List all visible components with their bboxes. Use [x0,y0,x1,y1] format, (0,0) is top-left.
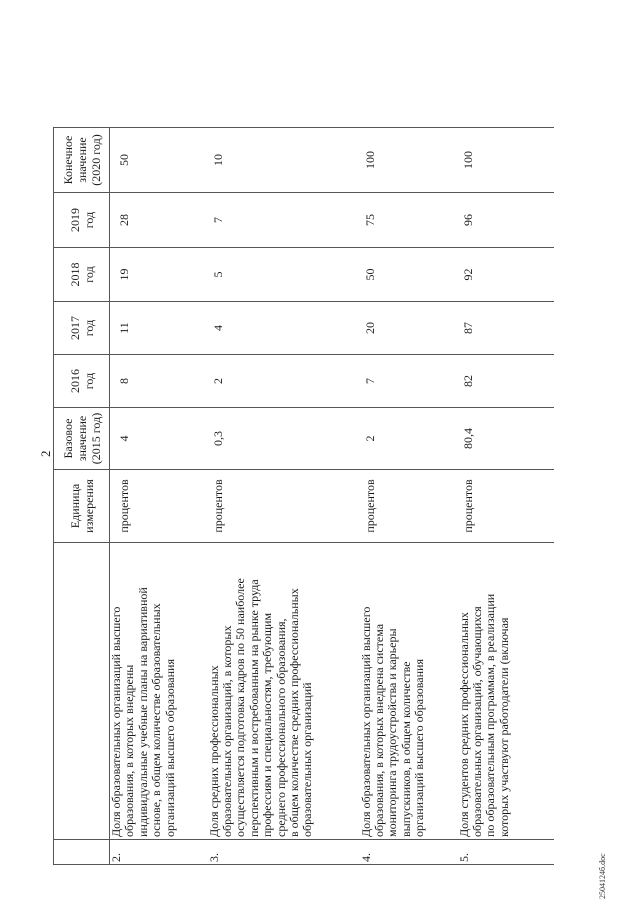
row-value-2018: 50 [360,248,458,302]
row-final-value: 100 [360,128,458,193]
row-base-value: 0,3 [208,408,360,470]
row-value-2019: 28 [110,193,208,248]
row-indicator-description [208,543,360,840]
row-value-2018: 5 [208,248,360,302]
table-row [458,128,554,865]
row-final-value: 100 [458,128,554,193]
row-value-2016: 82 [458,355,554,408]
description-line: индивидуальные учебные планы на вариативной [135,587,150,837]
description-line: образовательных организаций, обучающихся [469,606,484,837]
description-line: осуществляется подготовка кадров по 50 наиболее [233,578,248,837]
description-line: Доля образовательных организаций высшего [109,606,123,837]
description-line: образовательных организаций [300,682,315,837]
row-value-2018: 19 [110,248,208,302]
description-line: организаций высшего образования [162,659,177,837]
description-line: перспективным и востребованным на рынке труда [246,579,261,837]
header-2018: 2018 год [54,248,110,302]
row-indicator-description [458,543,554,840]
row-unit: процентов [208,470,360,543]
description-line: образовательных организаций, в которых [219,625,234,837]
table-row [360,128,458,865]
row-value-2016: 2 [208,355,360,408]
description-line: Доля средних профессиональных [206,665,221,837]
row-value-2017: 4 [208,302,360,355]
description-line: выпускников, в общем количестве [398,661,413,837]
table-row [110,128,208,865]
row-base-value: 4 [110,408,208,470]
row-value-2016: 8 [110,355,208,408]
description-line: среднего профессионального образования, [273,618,288,837]
row-value-2019: 7 [208,193,360,248]
description-line: профессиям и специальностям, требующим [260,612,275,837]
row-final-value: 10 [208,128,360,193]
header-base-value: Базовое значение (2015 год) [54,408,110,470]
header-2017: 2017 год [54,302,110,355]
header-indicator [54,543,110,840]
row-base-value: 2 [360,408,458,470]
row-unit: процентов [458,470,554,543]
row-value-2017: 87 [458,302,554,355]
row-base-value: 80,4 [458,408,554,470]
row-value-2016: 7 [360,355,458,408]
row-value-2017: 11 [110,302,208,355]
row-indicator-description [110,543,208,840]
row-unit: процентов [360,470,458,543]
description-line: образования, в которых внедрена система [371,623,386,837]
row-number: 3. [208,840,360,865]
description-line: Доля студентов средних профессиональных [456,612,471,837]
row-value-2019: 96 [458,193,554,248]
description-line: мониторинга трудоустройства и карьеры [385,628,400,837]
table-header-row [54,128,110,865]
document-code: 2504124б.doc [598,853,607,899]
row-value-2017: 20 [360,302,458,355]
description-line: образования, в которых внедрены [122,664,137,837]
row-number: 2. [110,840,208,865]
header-2019: 2019 год [54,193,110,248]
header-number [54,840,110,865]
table-row [208,128,360,865]
description-line: организаций высшего образования [412,659,427,837]
row-indicator-description [360,543,458,840]
description-line: Доля образовательных организаций высшего [358,606,373,837]
description-line: которых участвуют работодатели (включая [496,617,511,837]
row-number: 4. [360,840,458,865]
indicators-table [53,127,554,865]
header-2016: 2016 год [54,355,110,408]
description-line: основе, в общем количестве образовательных [149,603,164,837]
row-final-value: 50 [110,128,208,193]
header-unit: Единица измерения [54,470,110,543]
row-value-2018: 92 [458,248,554,302]
row-unit: процентов [110,470,208,543]
row-value-2019: 75 [360,193,458,248]
description-line: по образовательным программам, в реализации [483,593,498,837]
description-line: в общем количестве средних профессиональных [286,588,301,837]
page-number: 2 [38,450,53,457]
row-number: 5. [458,840,554,865]
header-final-value: Конечное значение (2020 год) [54,128,110,193]
